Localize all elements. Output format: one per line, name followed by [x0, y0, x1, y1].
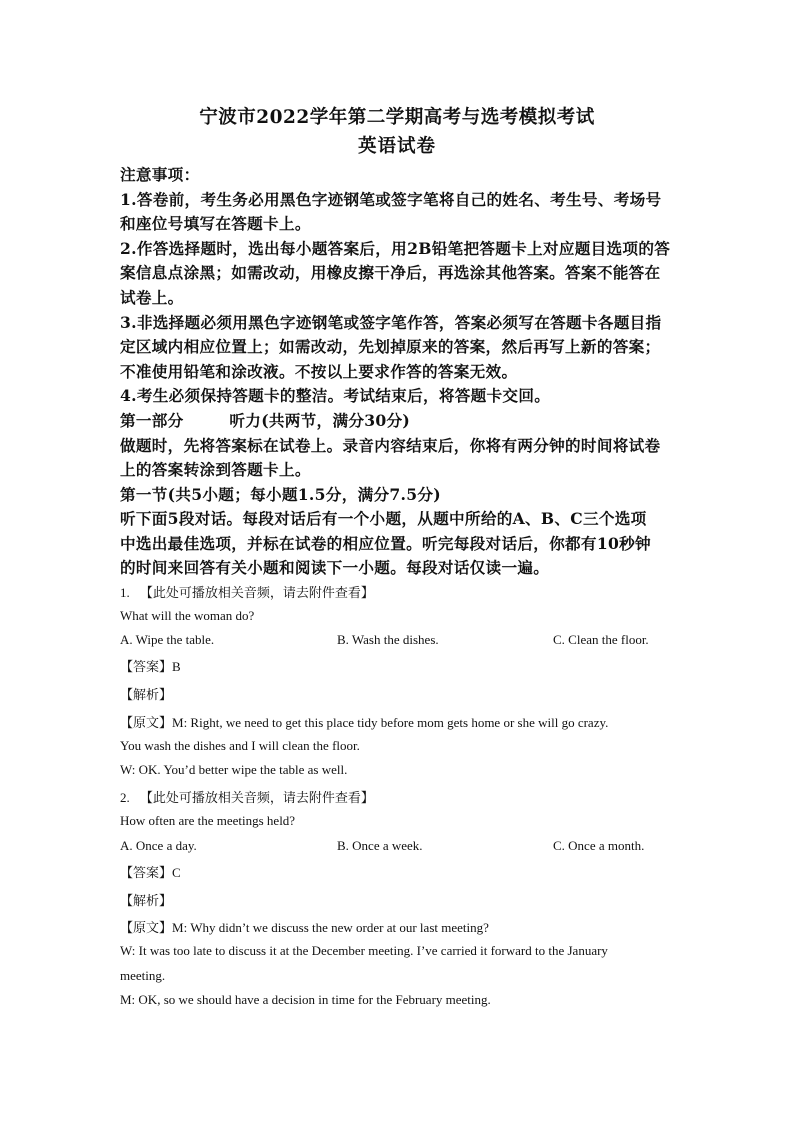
option-b: B. Wash the dishes.: [337, 632, 439, 647]
transcript-line: W: OK. You’d better wipe the table as well.: [120, 762, 348, 777]
question-2-header: [120, 787, 374, 806]
transcript-line: M: OK, so we should have a decision in time for the February meeting.: [120, 992, 491, 1007]
option-c: C. Once a month.: [553, 838, 645, 853]
section1-heading: 第一节(共5小题；每小题1.5分，满分7.5分): [120, 485, 441, 504]
notice-line: 4.考生必须保持答题卡的整洁。考试结束后，将答题卡交回。: [120, 386, 551, 405]
section1-instruction: 听下面5段对话。每段对话后有一个小题，从题中所给的A、B、C三个选项: [120, 509, 647, 528]
question-1-header: [120, 582, 374, 601]
transcript-line: [120, 712, 608, 731]
option-a: A. Wipe the table.: [120, 632, 215, 647]
audio-note: 【此处可播放相关音频，请去附件查看】: [139, 791, 374, 806]
answer-row: [120, 862, 181, 881]
option-b: B. Once a week.: [337, 838, 423, 853]
transcript-label: 【原文】: [120, 921, 173, 936]
part1-heading: 第一部分 听力(共两节，满分30分): [120, 411, 411, 430]
analysis-label: 【解析】: [120, 688, 173, 703]
transcript-line: [120, 917, 489, 936]
notice-heading: 注意事项：: [120, 165, 200, 184]
answer-row: [120, 656, 181, 675]
notice-line: 试卷上。: [120, 288, 184, 307]
transcript-text: M: Why didn’t we discuss the new order at our last meeting?: [172, 920, 489, 935]
question-number: 1.: [120, 585, 130, 600]
notice-line: 和座位号填写在答题卡上。: [120, 214, 311, 233]
question-number: 2.: [120, 790, 130, 805]
transcript-line: meeting.: [120, 968, 166, 983]
exam-subtitle: 英语试卷: [357, 136, 436, 157]
transcript-line: W: It was too late to discuss it at the December meeting. I’ve carried it forward to the January: [120, 943, 608, 958]
analysis-label: 【解析】: [120, 894, 173, 909]
answer-label: 【答案】: [120, 866, 173, 881]
answer-label: 【答案】: [120, 660, 173, 675]
notice-line: 3.非选择题必须用黑色字迹钢笔或签字笔作答，答案必须写在答题卡各题目指: [120, 313, 662, 332]
part1-instruction: 上的答案转涂到答题卡上。: [120, 460, 311, 479]
notice-line: 不准使用铅笔和涂改液。不按以上要求作答的答案无效。: [120, 362, 518, 381]
question-text: What will the woman do?: [120, 608, 255, 623]
question-text: How often are the meetings held?: [120, 813, 296, 828]
option-c: C. Clean the floor.: [553, 632, 649, 647]
transcript-line: You wash the dishes and I will clean the floor.: [120, 738, 360, 753]
notice-line: 定区域内相应位置上；如需改动，先划掉原来的答案，然后再写上新的答案；: [120, 337, 661, 356]
notice-line: 1.答卷前，考生务必用黑色字迹钢笔或签字笔将自己的姓名、考生号、考场号: [120, 190, 662, 209]
transcript-label: 【原文】: [120, 716, 173, 731]
notice-line: 2.作答选择题时，选出每小题答案后，用2B铅笔把答题卡上对应题目选项的答: [120, 239, 671, 258]
exam-title: 宁波市2022学年第二学期高考与选考模拟考试: [199, 107, 595, 128]
answer-value: B: [172, 659, 181, 674]
part1-instruction: 做题时，先将答案标在试卷上。录音内容结束后，你将有两分钟的时间将试卷: [120, 436, 661, 455]
section1-instruction: 的时间来回答有关小题和阅读下一小题。每段对话仅读一遍。: [120, 558, 550, 577]
answer-value: C: [172, 865, 181, 880]
transcript-text: M: Right, we need to get this place tidy before mom gets home or she will go crazy.: [172, 715, 609, 730]
option-a: A. Once a day.: [120, 838, 197, 853]
section1-instruction: 中选出最佳选项，并标在试卷的相应位置。听完每段对话后，你都有10秒钟: [120, 534, 651, 553]
audio-note: 【此处可播放相关音频，请去附件查看】: [139, 586, 374, 601]
notice-line: 案信息点涂黑；如需改动，用橡皮擦干净后，再选涂其他答案。答案不能答在: [120, 263, 661, 282]
